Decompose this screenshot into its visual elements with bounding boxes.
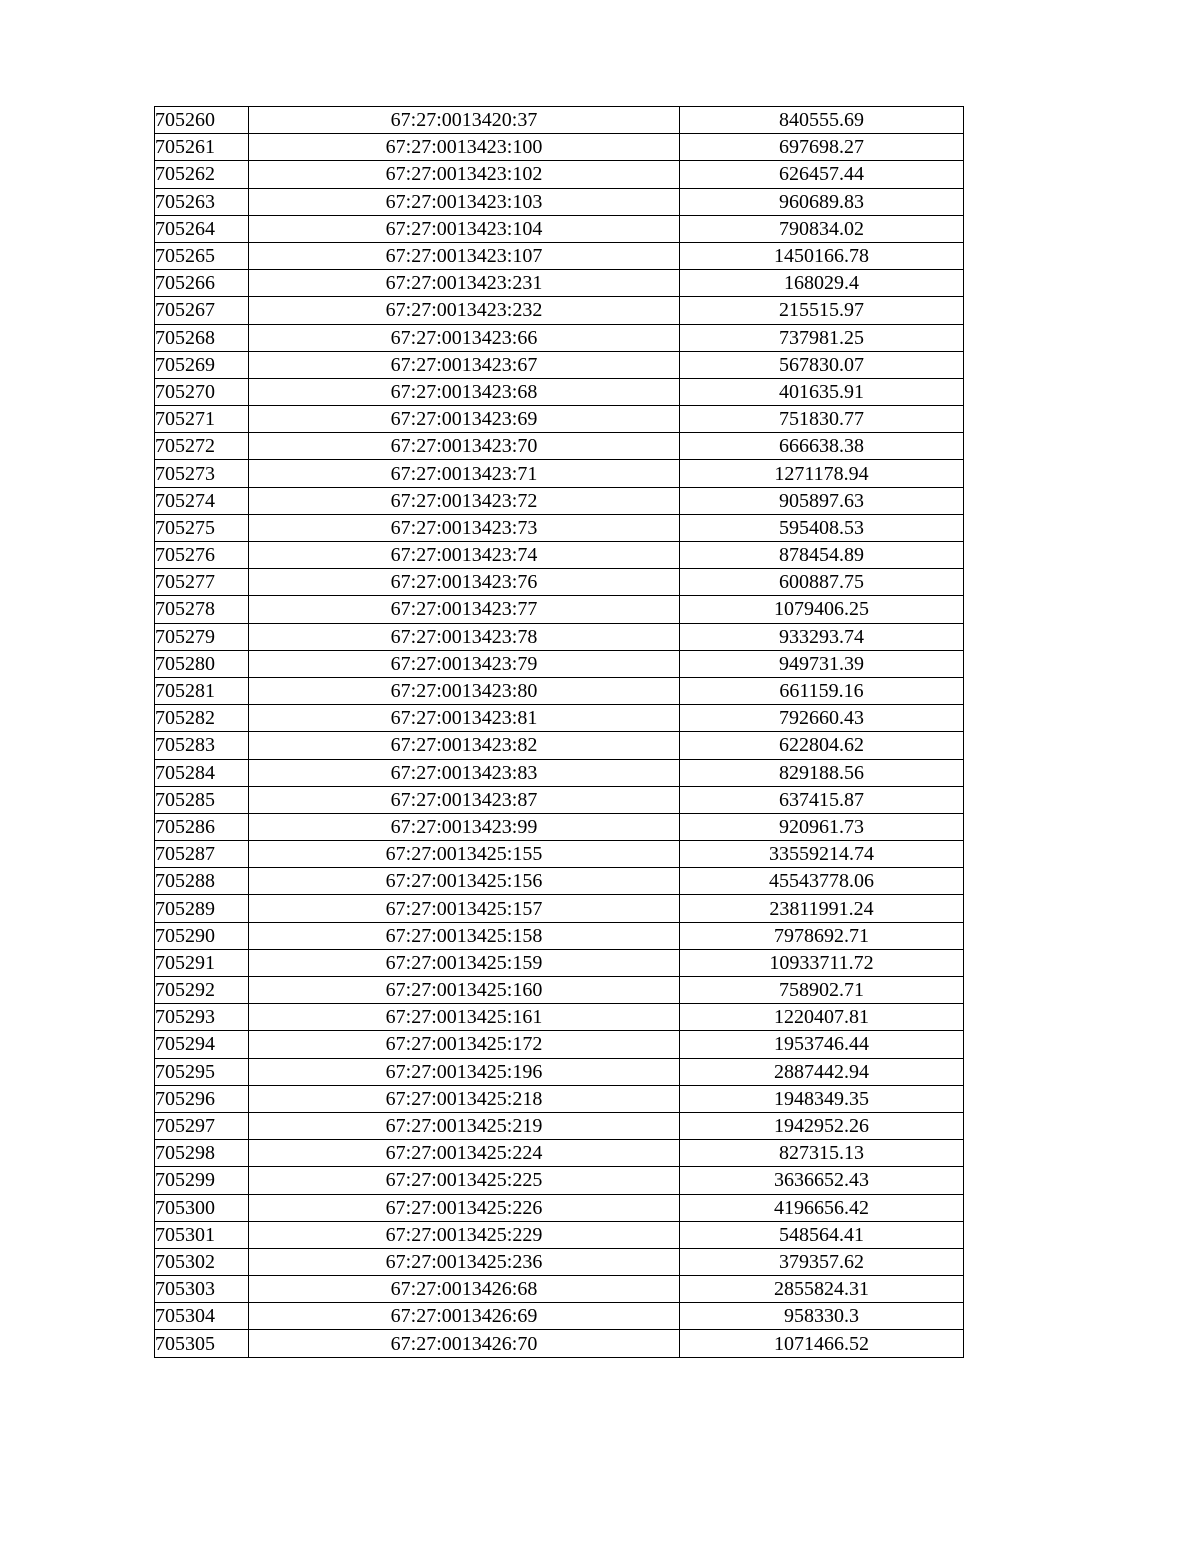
table-row <box>155 351 964 378</box>
table-row <box>155 1221 964 1248</box>
table-row <box>155 868 964 895</box>
row-number-cell: 705272 <box>155 433 249 460</box>
cadastral-value-table <box>154 106 964 1358</box>
cadastral-number-cell: 67:27:0013425:156 <box>249 868 680 895</box>
table-row <box>155 487 964 514</box>
cadastral-value-cell: 2887442.94 <box>680 1058 964 1085</box>
row-number-cell: 705261 <box>155 134 249 161</box>
cadastral-value-cell: 23811991.24 <box>680 895 964 922</box>
cadastral-value-cell: 1071466.52 <box>680 1330 964 1357</box>
cadastral-number-cell: 67:27:0013425:172 <box>249 1031 680 1058</box>
cadastral-value-cell: 622804.62 <box>680 732 964 759</box>
cadastral-number-cell: 67:27:0013425:224 <box>249 1140 680 1167</box>
cadastral-value-cell: 10933711.72 <box>680 949 964 976</box>
row-number-cell: 705285 <box>155 786 249 813</box>
table-row <box>155 1031 964 1058</box>
row-number-cell: 705290 <box>155 922 249 949</box>
cadastral-number-cell: 67:27:0013423:100 <box>249 134 680 161</box>
cadastral-number-cell: 67:27:0013426:68 <box>249 1276 680 1303</box>
cadastral-value-cell: 7978692.71 <box>680 922 964 949</box>
row-number-cell: 705283 <box>155 732 249 759</box>
cadastral-number-cell: 67:27:0013423:79 <box>249 650 680 677</box>
table-row <box>155 460 964 487</box>
cadastral-value-cell: 3636652.43 <box>680 1167 964 1194</box>
row-number-cell: 705268 <box>155 324 249 351</box>
row-number-cell: 705303 <box>155 1276 249 1303</box>
table-body <box>155 107 964 1358</box>
cadastral-value-cell: 168029.4 <box>680 270 964 297</box>
cadastral-value-cell: 379357.62 <box>680 1248 964 1275</box>
cadastral-value-cell: 666638.38 <box>680 433 964 460</box>
row-number-cell: 705277 <box>155 569 249 596</box>
cadastral-value-cell: 661159.16 <box>680 677 964 704</box>
row-number-cell: 705305 <box>155 1330 249 1357</box>
cadastral-number-cell: 67:27:0013425:155 <box>249 841 680 868</box>
row-number-cell: 705266 <box>155 270 249 297</box>
table-row <box>155 134 964 161</box>
cadastral-number-cell: 67:27:0013423:66 <box>249 324 680 351</box>
table-row <box>155 215 964 242</box>
table-row <box>155 759 964 786</box>
cadastral-number-cell: 67:27:0013423:87 <box>249 786 680 813</box>
table-row <box>155 623 964 650</box>
table-row <box>155 188 964 215</box>
cadastral-value-cell: 33559214.74 <box>680 841 964 868</box>
cadastral-value-cell: 737981.25 <box>680 324 964 351</box>
row-number-cell: 705269 <box>155 351 249 378</box>
cadastral-number-cell: 67:27:0013425:160 <box>249 977 680 1004</box>
row-number-cell: 705299 <box>155 1167 249 1194</box>
cadastral-number-cell: 67:27:0013423:232 <box>249 297 680 324</box>
cadastral-number-cell: 67:27:0013423:77 <box>249 596 680 623</box>
row-number-cell: 705280 <box>155 650 249 677</box>
cadastral-number-cell: 67:27:0013425:159 <box>249 949 680 976</box>
table-row <box>155 596 964 623</box>
table-row <box>155 677 964 704</box>
table-row <box>155 786 964 813</box>
cadastral-number-cell: 67:27:0013423:76 <box>249 569 680 596</box>
cadastral-number-cell: 67:27:0013423:104 <box>249 215 680 242</box>
cadastral-value-cell: 548564.41 <box>680 1221 964 1248</box>
cadastral-value-cell: 1220407.81 <box>680 1004 964 1031</box>
cadastral-value-cell: 215515.97 <box>680 297 964 324</box>
cadastral-number-cell: 67:27:0013423:74 <box>249 542 680 569</box>
cadastral-number-cell: 67:27:0013423:72 <box>249 487 680 514</box>
cadastral-value-cell: 1942952.26 <box>680 1112 964 1139</box>
cadastral-value-cell: 637415.87 <box>680 786 964 813</box>
table-row <box>155 107 964 134</box>
cadastral-number-cell: 67:27:0013423:67 <box>249 351 680 378</box>
cadastral-number-cell: 67:27:0013423:81 <box>249 705 680 732</box>
cadastral-number-cell: 67:27:0013423:78 <box>249 623 680 650</box>
table-row <box>155 1140 964 1167</box>
cadastral-number-cell: 67:27:0013425:161 <box>249 1004 680 1031</box>
cadastral-value-cell: 1953746.44 <box>680 1031 964 1058</box>
cadastral-value-cell: 45543778.06 <box>680 868 964 895</box>
cadastral-value-cell: 758902.71 <box>680 977 964 1004</box>
cadastral-value-cell: 933293.74 <box>680 623 964 650</box>
table-row <box>155 1004 964 1031</box>
row-number-cell: 705293 <box>155 1004 249 1031</box>
row-number-cell: 705302 <box>155 1248 249 1275</box>
table-row <box>155 841 964 868</box>
cadastral-value-cell: 401635.91 <box>680 378 964 405</box>
row-number-cell: 705304 <box>155 1303 249 1330</box>
row-number-cell: 705291 <box>155 949 249 976</box>
cadastral-number-cell: 67:27:0013426:70 <box>249 1330 680 1357</box>
row-number-cell: 705260 <box>155 107 249 134</box>
cadastral-number-cell: 67:27:0013423:99 <box>249 813 680 840</box>
row-number-cell: 705298 <box>155 1140 249 1167</box>
table-row <box>155 161 964 188</box>
table-row <box>155 378 964 405</box>
cadastral-number-cell: 67:27:0013425:219 <box>249 1112 680 1139</box>
cadastral-value-cell: 790834.02 <box>680 215 964 242</box>
cadastral-number-cell: 67:27:0013425:218 <box>249 1085 680 1112</box>
row-number-cell: 705281 <box>155 677 249 704</box>
cadastral-number-cell: 67:27:0013423:107 <box>249 242 680 269</box>
row-number-cell: 705264 <box>155 215 249 242</box>
table-row <box>155 1112 964 1139</box>
row-number-cell: 705292 <box>155 977 249 1004</box>
cadastral-number-cell: 67:27:0013423:80 <box>249 677 680 704</box>
cadastral-value-cell: 626457.44 <box>680 161 964 188</box>
cadastral-value-cell: 1450166.78 <box>680 242 964 269</box>
cadastral-value-cell: 949731.39 <box>680 650 964 677</box>
row-number-cell: 705265 <box>155 242 249 269</box>
row-number-cell: 705288 <box>155 868 249 895</box>
cadastral-value-cell: 1271178.94 <box>680 460 964 487</box>
cadastral-number-cell: 67:27:0013425:196 <box>249 1058 680 1085</box>
cadastral-number-cell: 67:27:0013425:226 <box>249 1194 680 1221</box>
cadastral-value-cell: 751830.77 <box>680 406 964 433</box>
cadastral-value-cell: 697698.27 <box>680 134 964 161</box>
cadastral-value-cell: 958330.3 <box>680 1303 964 1330</box>
cadastral-number-cell: 67:27:0013425:157 <box>249 895 680 922</box>
table-row <box>155 433 964 460</box>
table-row <box>155 324 964 351</box>
cadastral-number-cell: 67:27:0013423:68 <box>249 378 680 405</box>
row-number-cell: 705282 <box>155 705 249 732</box>
row-number-cell: 705278 <box>155 596 249 623</box>
cadastral-number-cell: 67:27:0013423:71 <box>249 460 680 487</box>
table-row <box>155 242 964 269</box>
row-number-cell: 705294 <box>155 1031 249 1058</box>
table-row <box>155 732 964 759</box>
cadastral-value-cell: 878454.89 <box>680 542 964 569</box>
row-number-cell: 705300 <box>155 1194 249 1221</box>
row-number-cell: 705274 <box>155 487 249 514</box>
cadastral-number-cell: 67:27:0013425:158 <box>249 922 680 949</box>
table-row <box>155 922 964 949</box>
cadastral-number-cell: 67:27:0013423:70 <box>249 433 680 460</box>
cadastral-value-cell: 4196656.42 <box>680 1194 964 1221</box>
table-row <box>155 895 964 922</box>
table-row <box>155 1330 964 1357</box>
cadastral-number-cell: 67:27:0013423:102 <box>249 161 680 188</box>
cadastral-value-cell: 2855824.31 <box>680 1276 964 1303</box>
table-row <box>155 270 964 297</box>
cadastral-value-cell: 920961.73 <box>680 813 964 840</box>
table-row <box>155 569 964 596</box>
row-number-cell: 705275 <box>155 514 249 541</box>
row-number-cell: 705279 <box>155 623 249 650</box>
cadastral-value-cell: 960689.83 <box>680 188 964 215</box>
row-number-cell: 705295 <box>155 1058 249 1085</box>
table-row <box>155 297 964 324</box>
cadastral-value-cell: 840555.69 <box>680 107 964 134</box>
cadastral-number-cell: 67:27:0013426:69 <box>249 1303 680 1330</box>
cadastral-value-cell: 827315.13 <box>680 1140 964 1167</box>
table-row <box>155 813 964 840</box>
cadastral-number-cell: 67:27:0013420:37 <box>249 107 680 134</box>
table-row <box>155 1085 964 1112</box>
table-row <box>155 514 964 541</box>
row-number-cell: 705284 <box>155 759 249 786</box>
table-row <box>155 1276 964 1303</box>
table-row <box>155 650 964 677</box>
cadastral-number-cell: 67:27:0013425:229 <box>249 1221 680 1248</box>
table-row <box>155 1058 964 1085</box>
cadastral-value-cell: 567830.07 <box>680 351 964 378</box>
cadastral-number-cell: 67:27:0013423:83 <box>249 759 680 786</box>
row-number-cell: 705271 <box>155 406 249 433</box>
cadastral-number-cell: 67:27:0013423:103 <box>249 188 680 215</box>
cadastral-value-cell: 600887.75 <box>680 569 964 596</box>
row-number-cell: 705301 <box>155 1221 249 1248</box>
cadastral-value-cell: 792660.43 <box>680 705 964 732</box>
row-number-cell: 705267 <box>155 297 249 324</box>
cadastral-value-cell: 1079406.25 <box>680 596 964 623</box>
cadastral-number-cell: 67:27:0013423:73 <box>249 514 680 541</box>
table-row <box>155 1248 964 1275</box>
cadastral-number-cell: 67:27:0013423:231 <box>249 270 680 297</box>
cadastral-value-cell: 905897.63 <box>680 487 964 514</box>
row-number-cell: 705273 <box>155 460 249 487</box>
row-number-cell: 705276 <box>155 542 249 569</box>
table-row <box>155 542 964 569</box>
cadastral-value-cell: 1948349.35 <box>680 1085 964 1112</box>
cadastral-value-cell: 829188.56 <box>680 759 964 786</box>
row-number-cell: 705289 <box>155 895 249 922</box>
row-number-cell: 705262 <box>155 161 249 188</box>
cadastral-number-cell: 67:27:0013425:225 <box>249 1167 680 1194</box>
table-row <box>155 977 964 1004</box>
row-number-cell: 705286 <box>155 813 249 840</box>
row-number-cell: 705296 <box>155 1085 249 1112</box>
table-row <box>155 1194 964 1221</box>
row-number-cell: 705297 <box>155 1112 249 1139</box>
table-row <box>155 1167 964 1194</box>
cadastral-number-cell: 67:27:0013423:69 <box>249 406 680 433</box>
row-number-cell: 705263 <box>155 188 249 215</box>
table-row <box>155 705 964 732</box>
row-number-cell: 705270 <box>155 378 249 405</box>
cadastral-value-cell: 595408.53 <box>680 514 964 541</box>
table-row <box>155 1303 964 1330</box>
table-row <box>155 406 964 433</box>
table-row <box>155 949 964 976</box>
row-number-cell: 705287 <box>155 841 249 868</box>
cadastral-number-cell: 67:27:0013425:236 <box>249 1248 680 1275</box>
cadastral-number-cell: 67:27:0013423:82 <box>249 732 680 759</box>
